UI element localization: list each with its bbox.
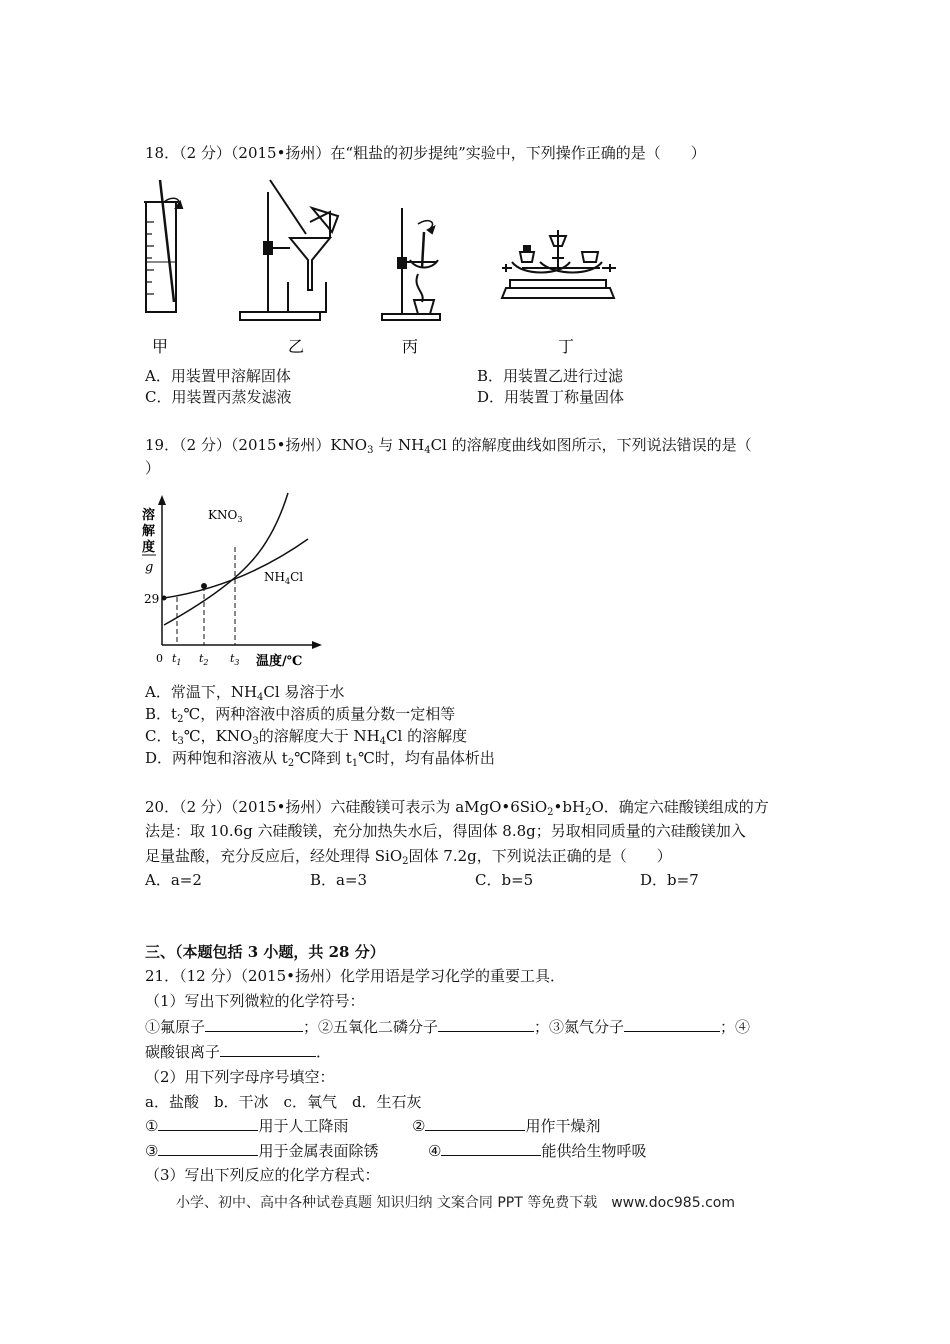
q21-part2-row2-right: ④ 能供给生物呼吸 (428, 1142, 647, 1160)
q18-apparatus-figure (140, 172, 640, 362)
q20-option-b: B．a=3 (310, 871, 368, 889)
q21-part2-row1-right: ② 用作干燥剂 (412, 1117, 601, 1135)
q21-part2-row1: ① 用于人工降雨 (145, 1117, 349, 1135)
x-axis-arrow (312, 641, 322, 649)
label-yi: 乙 (288, 337, 305, 356)
section-3-title: 三、（本题包括 3 小题，共 28 分） (145, 943, 385, 961)
label-ding: 丁 (558, 337, 575, 356)
carbonate-ion-blank[interactable] (220, 1042, 316, 1057)
nh4cl-label: $NH_4Cl$ (264, 570, 304, 586)
evaporation-apparatus (382, 208, 440, 320)
rust-removal-blank[interactable] (158, 1141, 258, 1156)
nitrogen-molecule-blank[interactable] (624, 1017, 720, 1032)
y-axis-arrow (158, 495, 166, 505)
q20-line1: 20．（2 分）（2015•扬州）六硅酸镁可表示为 $aMgO•6SiO_2•bH_2O$．确定六硅酸镁组成的方 (145, 798, 769, 818)
q20-option-a: A．a=2 (145, 871, 202, 889)
q19-stem: 19．（2 分）（2015•扬州）$KNO_3$ 与 $NH_4Cl$ 的溶解度曲线如图所示，下列说法错误的是（ (145, 436, 752, 456)
q20-option-d: D．b=7 (640, 871, 699, 889)
q18-option-b: B．用装置乙进行过滤 (477, 367, 624, 385)
svg-text:度: 度 (142, 540, 156, 555)
q21-part2-choices: a．盐酸 b．干冰 c．氧气 d．生石灰 (145, 1093, 422, 1111)
label-bing: 丙 (402, 337, 419, 356)
kno3-label: $KNO_3$ (208, 508, 243, 524)
svg-text:溶: 溶 (142, 508, 156, 523)
nh4cl-curve (164, 539, 308, 598)
point-29 (162, 596, 167, 601)
y-tick-29: 29 (144, 592, 160, 606)
solubility-curve-chart (140, 485, 340, 675)
q20-line2: 法是：取 10.6g 六硅酸镁，充分加热失水后，得固体 8.8g；另取相同质量的六硅酸镁加入 (145, 822, 746, 840)
origin-label: 0 (156, 652, 163, 665)
q21-part2-title: （2）用下列字母序号填空： (145, 1068, 335, 1086)
q19-option-a: A．常温下，$NH_4Cl$ 易溶于水 (145, 683, 345, 703)
filtration-apparatus (240, 180, 338, 320)
t1-label: $t_1$ (172, 652, 182, 667)
q21-part1-title: （1）写出下列微粒的化学符号： (145, 992, 365, 1010)
x-axis-label: 温度/℃ (256, 654, 303, 669)
artificial-rain-blank[interactable] (158, 1116, 258, 1131)
balance-apparatus (502, 230, 616, 298)
footer-ad: 小学、初中、高中各种试卷真题 知识归纳 文案合同 PPT 等免费下载 www.doc985.com (176, 1195, 735, 1211)
q19-option-c: C．$t_3℃$，$KNO_3$的溶解度大于 $NH_4Cl$ 的溶解度 (145, 727, 468, 747)
q21-part3-title: （3）写出下列反应的化学方程式： (145, 1166, 380, 1184)
svg-text:解: 解 (142, 524, 156, 539)
q20-line3: 足量盐酸，充分反应后，经处理得 SiO$_2$固体 7.2g，下列说法正确的是（ ） (145, 847, 672, 867)
q21-part1-line1: ①氟原子 ；②五氧化二磷分子 ；③氮气分子 ；④ (145, 1018, 751, 1036)
q19-stem-close: ） (145, 459, 161, 477)
y-axis-label (142, 507, 156, 575)
svg-text:g: g (145, 560, 154, 575)
q20-option-c: C．b=5 (475, 871, 534, 889)
p2o5-molecule-blank[interactable] (438, 1017, 534, 1032)
respiration-blank[interactable] (441, 1141, 541, 1156)
q21-stem: 21．（12 分）（2015•扬州）化学用语是学习化学的重要工具． (145, 967, 565, 985)
t3-label: $t_3$ (230, 652, 240, 667)
graduated-cylinder-apparatus (144, 180, 182, 312)
q19-option-d: D．两种饱和溶液从 $t_2℃$降到 $t_1℃$时，均有晶体析出 (145, 749, 495, 769)
fluorine-atom-blank[interactable] (205, 1017, 303, 1032)
q18-stem: 18．（2 分）（2015•扬州）在“粗盐的初步提纯”实验中，下列操作正确的是（ ） (145, 144, 706, 162)
q19-option-b: B．$t_2℃$，两种溶液中溶质的质量分数一定相等 (145, 705, 456, 725)
q18-option-c: C．用装置丙蒸发滤液 (145, 388, 292, 406)
desiccant-blank[interactable] (425, 1116, 525, 1131)
q18-option-d: D．用装置丁称量固体 (477, 388, 625, 406)
q21-part1-line2: 碳酸银离子 ． (145, 1043, 332, 1061)
q21-part2-row2: ③ 用于金属表面除锈 (145, 1142, 379, 1160)
intersection-point (201, 583, 207, 589)
q18-option-a: A．用装置甲溶解固体 (145, 367, 291, 385)
t2-label: $t_2$ (199, 652, 209, 667)
label-jia: 甲 (152, 337, 169, 356)
